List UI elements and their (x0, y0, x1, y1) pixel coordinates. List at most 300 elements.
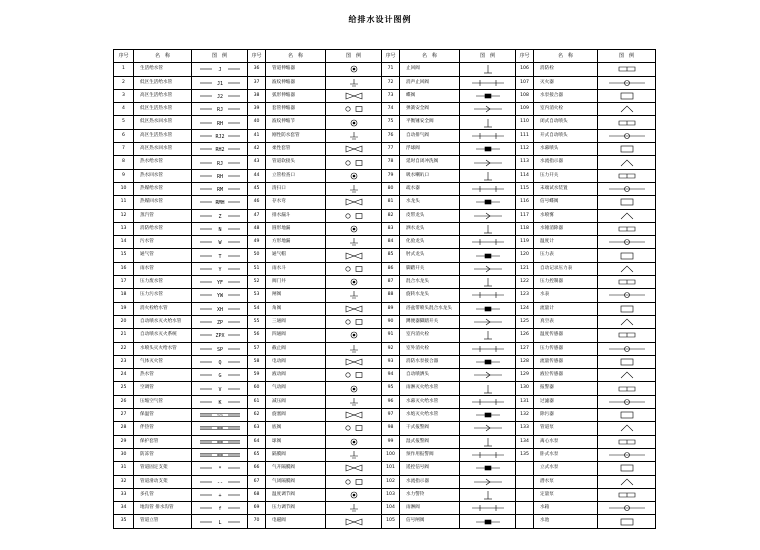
item-name: 定量泵 (534, 488, 598, 501)
item-name: 闭式自动喷头 (534, 116, 598, 129)
symbol-icon (332, 503, 376, 513)
legend-symbol (192, 236, 248, 249)
symbol-icon (198, 144, 242, 154)
legend-symbol (192, 209, 248, 222)
symbol-icon (466, 370, 510, 380)
symbol-icon (466, 184, 510, 194)
legend-symbol (192, 143, 248, 156)
legend-symbol (192, 409, 248, 422)
pipe-code-label: ZPX (214, 333, 225, 340)
symbol-icon (466, 423, 510, 433)
item-name: 干式报警阀 (400, 422, 460, 435)
symbol-icon (198, 357, 242, 367)
symbol-icon (332, 410, 376, 420)
item-name: 室内消火栓 (400, 329, 460, 342)
item-number: 41 (248, 129, 266, 142)
symbol-icon (605, 251, 649, 261)
symbol-icon (466, 237, 510, 247)
item-name: 热媒回水管 (134, 196, 192, 209)
legend-symbol (460, 236, 516, 249)
legend-symbol (598, 209, 656, 222)
item-number: 69 (248, 502, 266, 515)
item-name: 压力调节阀 (266, 502, 326, 515)
legend-symbol (598, 448, 656, 461)
symbol-icon (198, 304, 242, 314)
legend-symbol (460, 488, 516, 501)
symbol-icon (198, 277, 242, 287)
item-name: 雨水斗 (266, 262, 326, 275)
table-row (114, 76, 656, 89)
table-row (114, 515, 656, 528)
legend-symbol (326, 395, 382, 408)
item-number: 6 (114, 129, 134, 142)
legend-symbol (598, 196, 656, 209)
item-number: 63 (248, 422, 266, 435)
legend-symbol (326, 488, 382, 501)
symbol-icon (332, 211, 376, 221)
legend-symbol (192, 103, 248, 116)
item-number: 2 (114, 76, 134, 89)
item-number: 9 (114, 169, 134, 182)
pipe-code-label: XH (216, 306, 223, 313)
legend-symbol (192, 448, 248, 461)
symbol-icon (605, 277, 649, 287)
legend-symbol (598, 63, 656, 76)
item-number: 42 (248, 143, 266, 156)
symbol-icon (605, 184, 649, 194)
symbol-icon (605, 290, 649, 300)
symbol-icon (466, 503, 510, 513)
item-number: 102 (382, 475, 400, 488)
pipe-code-label: G (217, 373, 222, 380)
table-row (114, 435, 656, 448)
item-name: 过滤器 (534, 395, 598, 408)
item-number: 126 (516, 329, 534, 342)
table-row (114, 329, 656, 342)
table-row (114, 182, 656, 195)
header-row (114, 50, 656, 63)
item-name: 电磁阀 (266, 515, 326, 528)
item-number: 70 (248, 515, 266, 528)
item-name: 压力废水管 (134, 276, 192, 289)
item-number: 3 (114, 89, 134, 102)
symbol-icon (466, 517, 510, 527)
item-number: 106 (516, 63, 534, 76)
legend-symbol (460, 435, 516, 448)
item-number: 65 (248, 448, 266, 461)
symbol-icon (605, 370, 649, 380)
symbol-icon (466, 277, 510, 287)
symbol-icon (332, 237, 376, 247)
legend-symbol (192, 289, 248, 302)
item-number: 103 (382, 488, 400, 501)
item-name: 柔性套管 (266, 143, 326, 156)
legend-symbol (192, 515, 248, 528)
item-name: 管道伸缩器 (266, 63, 326, 76)
item-name: 蒸汽管 (134, 209, 192, 222)
pipe-code-label: J (217, 67, 222, 74)
symbol-icon (332, 330, 376, 340)
symbol-icon (605, 317, 649, 327)
symbol-icon (332, 384, 376, 394)
legend-symbol (598, 422, 656, 435)
symbol-icon (198, 490, 242, 500)
item-number: 39 (248, 103, 266, 116)
symbol-icon (198, 330, 242, 340)
table-row (114, 116, 656, 129)
symbol-icon (605, 423, 649, 433)
legend-symbol (598, 276, 656, 289)
pipe-code-label: YW (216, 293, 223, 300)
item-number: 122 (516, 276, 534, 289)
legend-symbol (192, 129, 248, 142)
legend-symbol (326, 302, 382, 315)
legend-symbol (598, 169, 656, 182)
legend-symbol (192, 502, 248, 515)
item-name: 伴热管 (134, 422, 192, 435)
item-name: 生活给水管 (134, 63, 192, 76)
symbol-icon (605, 477, 649, 487)
item-name: 水力警铃 (400, 488, 460, 501)
item-number: 105 (382, 515, 400, 528)
legend-symbol (326, 462, 382, 475)
symbol-icon (466, 78, 510, 88)
item-number: 47 (248, 209, 266, 222)
legend-symbol (460, 76, 516, 89)
item-name: 遥控信号阀 (400, 462, 460, 475)
item-number: 133 (516, 422, 534, 435)
pipe-code-label: RH (216, 120, 223, 127)
symbol-icon (605, 304, 649, 314)
item-name: 室内消火栓 (534, 103, 598, 116)
legend-symbol (192, 196, 248, 209)
item-number: 25 (114, 382, 134, 395)
item-number: 4 (114, 103, 134, 116)
item-number: 36 (248, 63, 266, 76)
legend-symbol (326, 369, 382, 382)
symbol-icon (605, 264, 649, 274)
symbol-icon (198, 397, 242, 407)
pipe-code-label: * (217, 466, 222, 473)
item-name: 排水漏斗 (266, 209, 326, 222)
item-name: 吸水喇叭口 (400, 169, 460, 182)
item-name: 消声止回阀 (400, 76, 460, 89)
item-name: 空调管 (134, 382, 192, 395)
symbol-icon (466, 158, 510, 168)
symbol-icon (466, 304, 510, 314)
symbol-icon (466, 290, 510, 300)
item-name: 高区热水回水管 (134, 143, 192, 156)
legend-symbol (598, 315, 656, 328)
item-name: 湿式报警阀 (400, 435, 460, 448)
item-name: 存水弯 (266, 196, 326, 209)
legend-symbol (192, 156, 248, 169)
legend-symbol (460, 209, 516, 222)
symbol-icon (332, 264, 376, 274)
item-number: 108 (516, 89, 534, 102)
legend-symbol (460, 422, 516, 435)
pipe-code-label: J1 (216, 80, 223, 87)
item-number: 101 (382, 462, 400, 475)
item-number: 104 (382, 502, 400, 515)
legend-symbol (192, 329, 248, 342)
pipe-code-label: f (217, 506, 222, 513)
legend-table (113, 49, 656, 529)
item-number: 51 (248, 262, 266, 275)
pipe-code-label: K (217, 399, 222, 406)
item-name: 波纹伸缩器 (266, 76, 326, 89)
legend-symbol (460, 63, 516, 76)
symbol-icon (332, 197, 376, 207)
symbol-icon (198, 91, 242, 101)
item-number: 15 (114, 249, 134, 262)
item-name: 末端试水装置 (534, 182, 598, 195)
legend-symbol (192, 182, 248, 195)
item-name: 地沟管 排水沟管 (134, 502, 192, 515)
legend-symbol (326, 236, 382, 249)
item-name: 消防给水管 (134, 222, 192, 235)
symbol-icon (605, 171, 649, 181)
legend-symbol (192, 462, 248, 475)
table-row (114, 262, 656, 275)
item-name: 隔膜阀 (266, 448, 326, 461)
symbol-icon (466, 64, 510, 74)
item-name: 气闭隔膜阀 (266, 475, 326, 488)
table-row (114, 315, 656, 328)
item-number (516, 488, 534, 501)
item-number (516, 462, 534, 475)
item-number: 110 (516, 116, 534, 129)
symbol-icon (466, 450, 510, 460)
legend-symbol (192, 369, 248, 382)
legend-symbol (192, 222, 248, 235)
table-row (114, 289, 656, 302)
legend-symbol (192, 342, 248, 355)
item-name: 立式水泵 (534, 462, 598, 475)
legend-symbol (326, 129, 382, 142)
legend-symbol (598, 262, 656, 275)
legend-symbol (192, 382, 248, 395)
table-row (114, 369, 656, 382)
item-name: 雨淋灭火给水管 (400, 382, 460, 395)
pipe-code-label: RH (216, 173, 223, 180)
symbol-icon (198, 171, 242, 181)
table-row (114, 103, 656, 116)
table-row (114, 156, 656, 169)
symbol-icon (605, 118, 649, 128)
item-name: 弹簧安全阀 (400, 103, 460, 116)
legend-symbol (460, 103, 516, 116)
item-number: 35 (114, 515, 134, 528)
table-row (114, 236, 656, 249)
symbol-icon (466, 211, 510, 221)
symbol-icon (466, 118, 510, 128)
item-number: 78 (382, 156, 400, 169)
item-number: 124 (516, 302, 534, 315)
pipe-code-label: W (217, 240, 222, 247)
item-name: 蹲便器脚踏开关 (400, 315, 460, 328)
table-row (114, 342, 656, 355)
legend-symbol (192, 315, 248, 328)
item-number: 81 (382, 196, 400, 209)
legend-symbol (326, 315, 382, 328)
symbol-icon (332, 517, 376, 527)
pipe-code-label: -- (216, 479, 223, 486)
item-number: 107 (516, 76, 534, 89)
item-number: 74 (382, 103, 400, 116)
table-row (114, 355, 656, 368)
item-number: 54 (248, 302, 266, 315)
item-number: 16 (114, 262, 134, 275)
symbol-icon (605, 144, 649, 154)
symbol-icon (198, 211, 242, 221)
item-name: 圆形地漏 (266, 222, 326, 235)
item-name: 离心水泵 (534, 435, 598, 448)
header-legend: 图 例 (598, 50, 656, 63)
legend-symbol (598, 395, 656, 408)
item-number: 88 (382, 289, 400, 302)
item-number: 11 (114, 196, 134, 209)
legend-symbol (326, 89, 382, 102)
item-name: 立管检查口 (266, 169, 326, 182)
legend-symbol (460, 448, 516, 461)
item-number: 118 (516, 222, 534, 235)
item-number: 73 (382, 89, 400, 102)
pipe-code-label: L (217, 519, 222, 526)
item-number: 114 (516, 169, 534, 182)
item-number: 97 (382, 409, 400, 422)
item-name: 压力开关 (534, 169, 598, 182)
item-number: 7 (114, 143, 134, 156)
pipe-code-label: RH2 (214, 147, 225, 154)
item-name: 平衡锤安全阀 (400, 116, 460, 129)
legend-symbol (598, 182, 656, 195)
pipe-code-label: == (216, 426, 223, 433)
item-number: 29 (114, 435, 134, 448)
item-number: 129 (516, 369, 534, 382)
header-legend: 图 例 (192, 50, 248, 63)
item-name: 管道泵 (534, 422, 598, 435)
item-name: 延时自闭冲洗阀 (400, 156, 460, 169)
symbol-icon (605, 211, 649, 221)
item-name: 自动喷洒头 (400, 369, 460, 382)
pipe-code-label: RM (216, 187, 223, 194)
symbol-icon (332, 490, 376, 500)
legend-symbol (192, 89, 248, 102)
item-name: 潜水泵 (534, 475, 598, 488)
item-name: 水流指示器 (400, 475, 460, 488)
item-number: 91 (382, 329, 400, 342)
item-name: 温度计 (534, 236, 598, 249)
item-name: 水炮灭火给水管 (400, 409, 460, 422)
legend-symbol (460, 182, 516, 195)
legend-symbol (192, 435, 248, 448)
symbol-icon (605, 104, 649, 114)
symbol-icon (332, 477, 376, 487)
table-row (114, 129, 656, 142)
item-number: 96 (382, 395, 400, 408)
symbol-icon (605, 410, 649, 420)
pipe-code-label: N (217, 227, 222, 233)
legend-symbol (326, 222, 382, 235)
legend-symbol (598, 329, 656, 342)
legend-symbol (460, 329, 516, 342)
symbol-icon (198, 184, 242, 194)
item-number: 93 (382, 355, 400, 368)
legend-symbol (192, 276, 248, 289)
item-number: 62 (248, 409, 266, 422)
legend-symbol (326, 262, 382, 275)
item-number: 23 (114, 355, 134, 368)
header-name: 名 称 (400, 50, 460, 63)
legend-symbol (598, 129, 656, 142)
item-name: 水幕喷头 (534, 143, 598, 156)
header-no: 序号 (382, 50, 400, 63)
legend-symbol (598, 488, 656, 501)
legend-symbol (326, 143, 382, 156)
pipe-code-label: YF (216, 280, 223, 287)
symbol-icon (332, 131, 376, 141)
item-number: 134 (516, 435, 534, 448)
table-row (114, 196, 656, 209)
item-name: 球阀 (266, 435, 326, 448)
item-name: 自动排气阀 (400, 129, 460, 142)
symbol-icon (466, 490, 510, 500)
item-number: 68 (248, 488, 266, 501)
item-number: 131 (516, 395, 534, 408)
legend-symbol (598, 502, 656, 515)
pipe-code-label: RMH (214, 200, 225, 207)
item-name: 气开隔膜阀 (266, 462, 326, 475)
legend-symbol (192, 76, 248, 89)
legend-symbol (192, 249, 248, 262)
legend-symbol (326, 249, 382, 262)
symbol-icon (332, 251, 376, 261)
legend-symbol (460, 169, 516, 182)
item-name: 自动喷水灭火给水管 (134, 315, 192, 328)
legend-symbol (326, 156, 382, 169)
legend-symbol (460, 89, 516, 102)
item-name: 水池 (534, 515, 598, 528)
table-row (114, 276, 656, 289)
legend-symbol (460, 156, 516, 169)
item-number: 20 (114, 315, 134, 328)
pipe-code-label: + (217, 492, 222, 499)
header-name: 名 称 (534, 50, 598, 63)
item-name: 压力传感器 (534, 342, 598, 355)
symbol-icon (466, 384, 510, 394)
item-name: 污水管 (134, 236, 192, 249)
legend-symbol (598, 76, 656, 89)
symbol-icon (332, 463, 376, 473)
item-name: 高区生活给水管 (134, 89, 192, 102)
symbol-icon (198, 237, 242, 247)
item-name: 灭火器 (534, 76, 598, 89)
item-name: 波纹伸缩节 (266, 116, 326, 129)
legend-symbol (598, 342, 656, 355)
legend-symbol (326, 103, 382, 116)
item-number: 79 (382, 169, 400, 182)
item-number: 14 (114, 236, 134, 249)
item-name: 防冻管 (134, 448, 192, 461)
item-name: 管道滑动支架 (134, 475, 192, 488)
item-number: 60 (248, 382, 266, 395)
item-name: 弧形伸缩器 (266, 89, 326, 102)
symbol-icon (198, 423, 242, 433)
legend-symbol (192, 488, 248, 501)
table-row (114, 422, 656, 435)
symbol-icon (605, 517, 649, 527)
